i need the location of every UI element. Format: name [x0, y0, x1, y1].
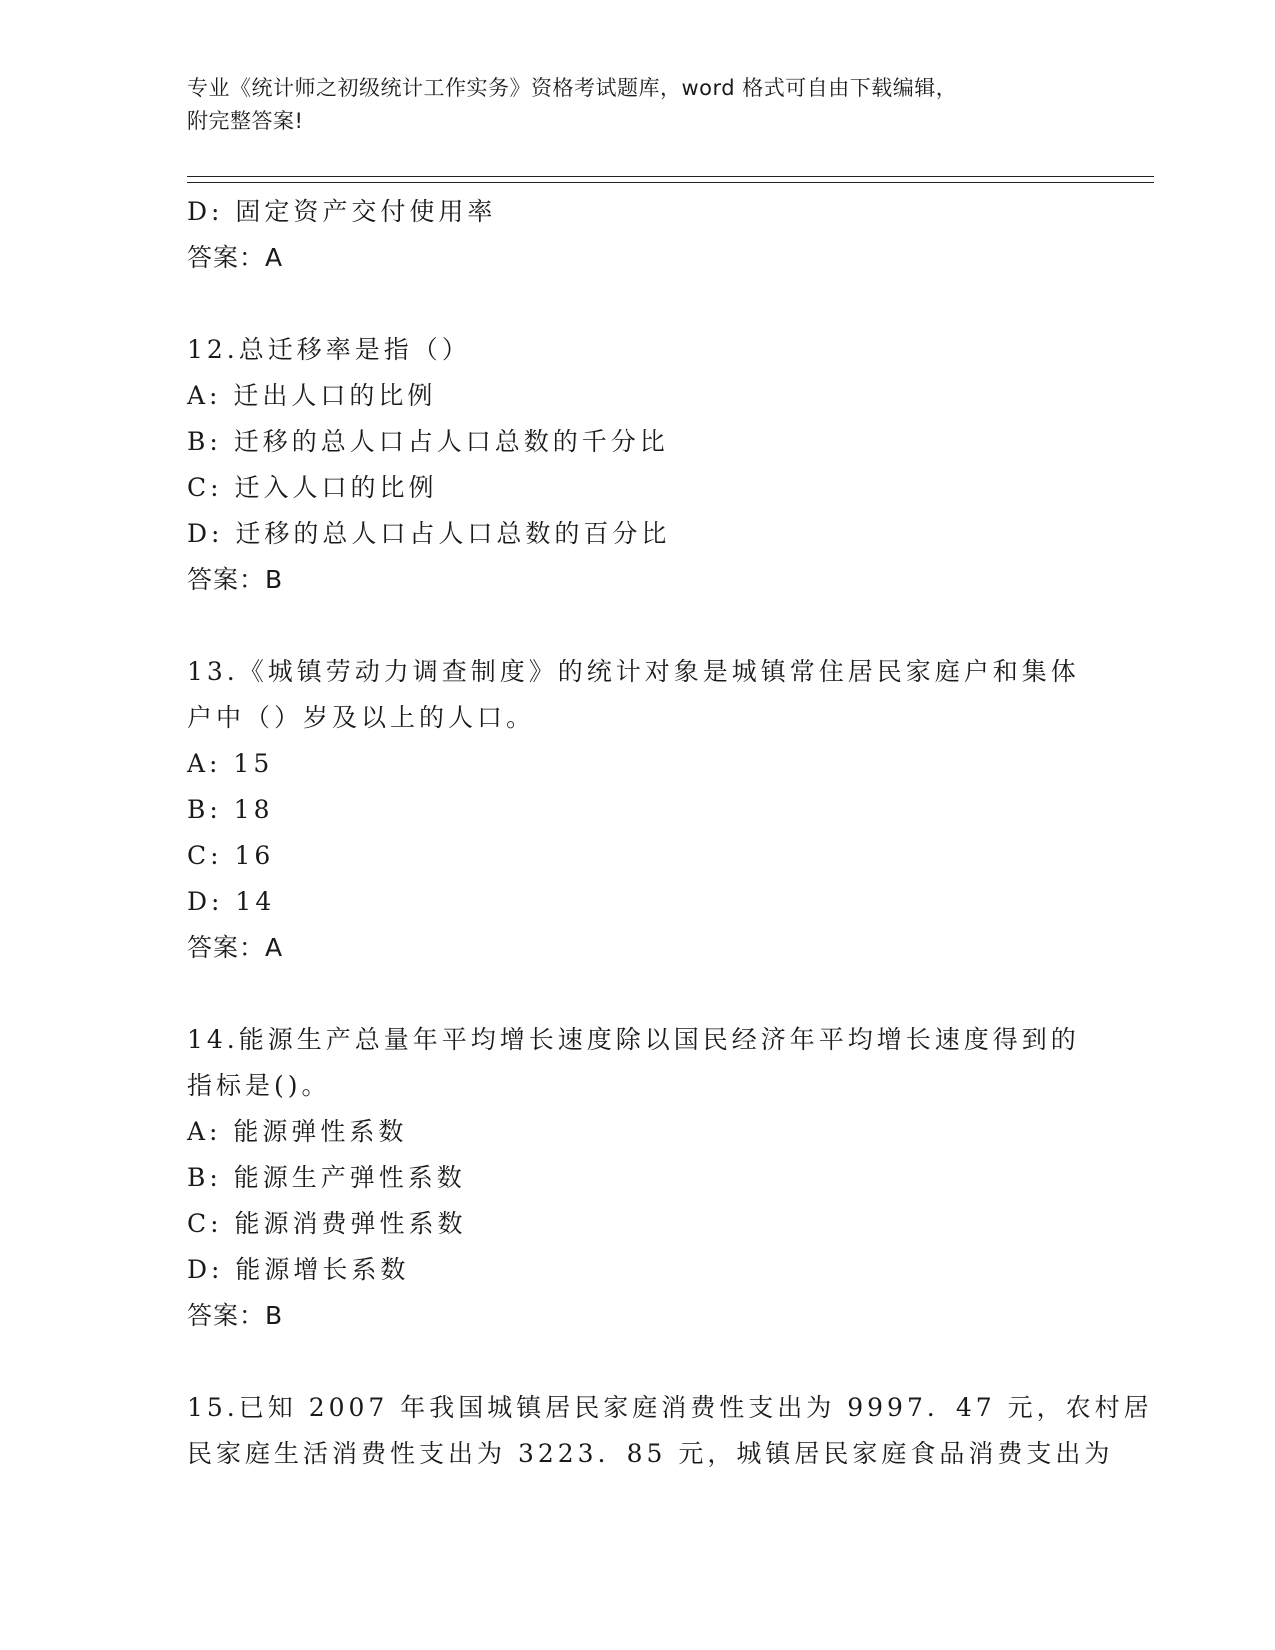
question-12-option-c: C: 迁入人口的比例	[187, 473, 438, 502]
question-14-option-a: A: 能源弹性系数	[187, 1117, 408, 1146]
question-12-option-b: B: 迁移的总人口占人口总数的千分比	[187, 427, 669, 456]
question-12-option-a: A: 迁出人口的比例	[187, 381, 437, 410]
header-divider-bottom	[187, 182, 1154, 183]
spacer	[187, 1339, 1087, 1385]
prev-answer: 答案：A	[187, 243, 284, 272]
question-15-stem-line-2: 民家庭生活消费性支出为 3223．85 元，城镇居民家庭食品消费支出为	[187, 1439, 1114, 1468]
question-14-stem-line-1: 14.能源生产总量年平均增长速度除以国民经济年平均增长速度得到的	[187, 1025, 1080, 1054]
question-14	[187, 1017, 1087, 1339]
question-13-stem-line-1: 13.《城镇劳动力调查制度》的统计对象是城镇常住居民家庭户和集体	[187, 657, 1080, 686]
question-13-stem-line-2: 户中（）岁及以上的人口。	[187, 703, 536, 732]
question-15-stem-line-1: 15.已知 2007 年我国城镇居民家庭消费性支出为 9997．47 元，农村居	[187, 1393, 1153, 1422]
question-13-option-c: C: 16	[187, 841, 275, 870]
prev-option-d: D: 固定资产交付使用率	[187, 197, 497, 226]
question-14-answer: 答案：B	[187, 1301, 284, 1330]
header-line-2: 附完整答案!	[187, 109, 304, 133]
question-13-option-d: D: 14	[187, 887, 276, 916]
question-13-answer: 答案：A	[187, 933, 284, 962]
spacer	[187, 971, 1087, 1017]
question-list	[187, 189, 1153, 1477]
page-header	[187, 72, 1067, 138]
question-13-option-b: B: 18	[187, 795, 274, 824]
spacer	[187, 281, 1087, 327]
question-12	[187, 327, 1087, 603]
header-divider-top	[187, 176, 1154, 177]
spacer	[187, 603, 1087, 649]
question-15	[187, 1385, 1153, 1477]
header-line-1: 专业《统计师之初级统计工作实务》资格考试题库，word 格式可自由下载编辑，	[187, 76, 958, 100]
question-14-option-c: C: 能源消费弹性系数	[187, 1209, 467, 1238]
question-12-stem: 12.总迁移率是指（）	[187, 335, 471, 364]
question-14-option-d: D: 能源增长系数	[187, 1255, 410, 1284]
question-14-stem-line-2: 指标是()。	[187, 1071, 331, 1100]
question-14-option-b: B: 能源生产弹性系数	[187, 1163, 466, 1192]
question-12-answer: 答案：B	[187, 565, 284, 594]
question-13-option-a: A: 15	[187, 749, 274, 778]
question-12-option-d: D: 迁移的总人口占人口总数的百分比	[187, 519, 671, 548]
question-13	[187, 649, 1087, 971]
